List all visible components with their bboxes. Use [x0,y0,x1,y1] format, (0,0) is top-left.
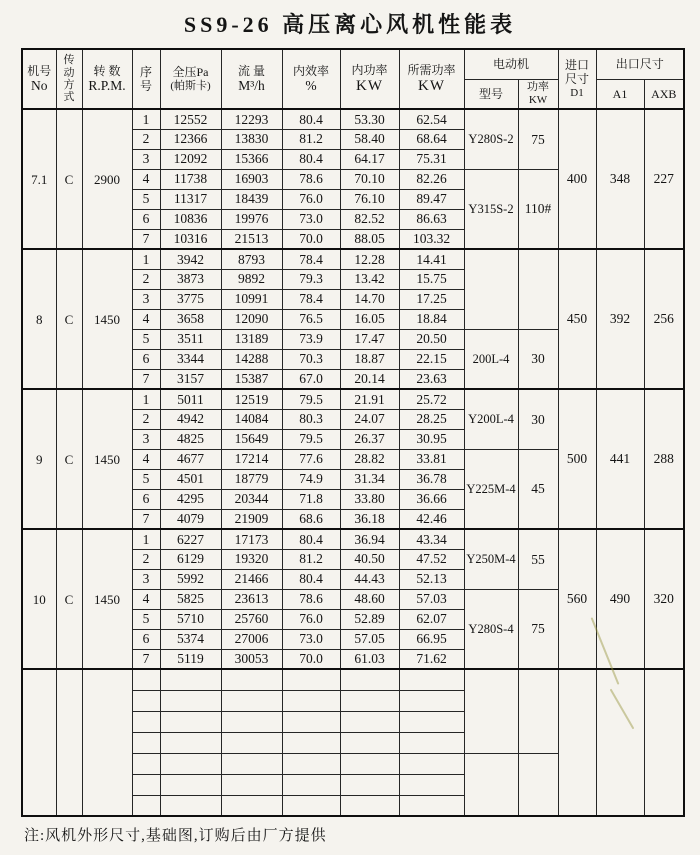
cell-pressure: 5710 [160,609,221,629]
cell-flow: 13830 [221,129,282,149]
cell-efficiency: 76.0 [282,189,340,209]
cell-seq [132,753,160,774]
cell-seq: 4 [132,449,160,469]
cell-efficiency: 77.6 [282,449,340,469]
cell-pressure: 4079 [160,509,221,529]
cell-motor-power: 30 [518,329,558,389]
cell-pressure: 5119 [160,649,221,669]
cell-efficiency: 68.6 [282,509,340,529]
table-row [22,529,684,549]
cell-required-power: 71.62 [399,649,464,669]
cell-pressure: 12552 [160,109,221,129]
cell-seq: 7 [132,509,160,529]
cell-seq: 2 [132,129,160,149]
cell-motor-power: 75 [518,109,558,169]
col-header-total-pressure: 全压Pa (帕斯卡) [160,49,221,109]
cell-inner-power [340,753,399,774]
cell-flow: 15366 [221,149,282,169]
cell-required-power: 25.72 [399,389,464,409]
cell-inner-power [340,732,399,753]
cell-efficiency: 79.3 [282,269,340,289]
cell-pressure: 3942 [160,249,221,269]
cell-motor-power: 30 [518,389,558,449]
cell-efficiency: 80.4 [282,109,340,129]
cell-inner-power: 33.80 [340,489,399,509]
cell-required-power: 22.15 [399,349,464,369]
cell-flow: 30053 [221,649,282,669]
cell-pressure: 4942 [160,409,221,429]
cell-flow [221,774,282,795]
cell-motor-model: Y250M-4 [464,529,518,589]
cell-flow: 21909 [221,509,282,529]
cell-pressure: 6129 [160,549,221,569]
cell-pressure: 4825 [160,429,221,449]
cell-seq: 4 [132,589,160,609]
performance-table-body [22,109,684,816]
cell-seq: 5 [132,609,160,629]
cell-pressure: 5011 [160,389,221,409]
cell-flow [221,690,282,711]
cell-inner-power: 36.94 [340,529,399,549]
cell-required-power [399,711,464,732]
cell-flow [221,669,282,690]
cell-inner-power: 53.30 [340,109,399,129]
cell-pressure [160,732,221,753]
cell-efficiency [282,669,340,690]
cell-seq: 3 [132,289,160,309]
cell-flow: 13189 [221,329,282,349]
cell-flow: 15649 [221,429,282,449]
cell-outlet-axb: 256 [644,249,684,389]
cell-required-power: 52.13 [399,569,464,589]
cell-required-power: 23.63 [399,369,464,389]
cell-seq: 1 [132,389,160,409]
cell-fan-no: 9 [22,389,56,529]
cell-motor-power [518,249,558,329]
cell-inner-power: 16.05 [340,309,399,329]
cell-required-power [399,690,464,711]
cell-seq: 6 [132,349,160,369]
cell-seq: 7 [132,369,160,389]
cell-pressure: 12366 [160,129,221,149]
cell-inlet-d1: 400 [558,109,596,249]
cell-inlet-d1: 500 [558,389,596,529]
cell-flow: 9892 [221,269,282,289]
cell-flow [221,732,282,753]
cell-fan-no: 7.1 [22,109,56,249]
cell-required-power: 28.25 [399,409,464,429]
cell-fan-no: 8 [22,249,56,389]
table-row [22,109,684,129]
cell-efficiency [282,795,340,816]
cell-efficiency: 80.4 [282,569,340,589]
cell-flow: 16903 [221,169,282,189]
cell-outlet-axb: 320 [644,529,684,669]
cell-required-power: 103.32 [399,229,464,249]
col-header-drive-mode: 传 动 方 式 [56,49,82,109]
cell-motor-model [464,753,518,816]
col-header-inner-power: 内功率 KW [340,49,399,109]
cell-efficiency: 81.2 [282,129,340,149]
cell-inner-power [340,795,399,816]
col-header-motor: 电动机 [464,49,558,79]
cell-motor-power: 75 [518,589,558,669]
cell-rpm: 1450 [82,389,132,529]
cell-inner-power: 24.07 [340,409,399,429]
cell-efficiency: 74.9 [282,469,340,489]
cell-pressure [160,711,221,732]
cell-outlet-axb: 288 [644,389,684,529]
cell-motor-model [464,669,518,753]
cell-required-power: 17.25 [399,289,464,309]
cell-flow: 20344 [221,489,282,509]
cell-rpm: 1450 [82,249,132,389]
cell-inlet-d1: 450 [558,249,596,389]
cell-flow: 14288 [221,349,282,369]
table-row [22,249,684,269]
cell-efficiency: 76.0 [282,609,340,629]
cell-seq [132,774,160,795]
cell-inlet-d1: 560 [558,529,596,669]
cell-required-power: 66.95 [399,629,464,649]
cell-efficiency: 80.3 [282,409,340,429]
cell-required-power [399,732,464,753]
cell-seq: 4 [132,309,160,329]
cell-efficiency: 67.0 [282,369,340,389]
cell-flow: 27006 [221,629,282,649]
cell-inner-power [340,711,399,732]
table-row [22,669,684,690]
cell-fan-no: 10 [22,529,56,669]
table-row [22,389,684,409]
cell-inlet-d1 [558,669,596,816]
cell-efficiency: 79.5 [282,389,340,409]
cell-rpm [82,669,132,816]
cell-required-power: 15.75 [399,269,464,289]
cell-inner-power: 52.89 [340,609,399,629]
cell-outlet-axb: 227 [644,109,684,249]
cell-drive [56,669,82,816]
cell-required-power: 14.41 [399,249,464,269]
cell-seq: 5 [132,469,160,489]
cell-seq: 1 [132,249,160,269]
cell-flow [221,753,282,774]
cell-flow: 25760 [221,609,282,629]
cell-required-power [399,669,464,690]
cell-efficiency: 81.2 [282,549,340,569]
cell-required-power: 86.63 [399,209,464,229]
cell-seq [132,690,160,711]
cell-drive: C [56,109,82,249]
cell-pressure [160,669,221,690]
cell-seq: 1 [132,109,160,129]
cell-fan-no [22,669,56,816]
cell-inner-power: 36.18 [340,509,399,529]
cell-required-power: 43.34 [399,529,464,549]
cell-efficiency: 73.0 [282,209,340,229]
cell-efficiency: 80.4 [282,149,340,169]
cell-outlet-a1: 441 [596,389,644,529]
cell-flow: 17214 [221,449,282,469]
cell-motor-model: Y280S-4 [464,589,518,669]
cell-efficiency [282,732,340,753]
cell-efficiency: 79.5 [282,429,340,449]
cell-required-power: 30.95 [399,429,464,449]
cell-pressure: 3511 [160,329,221,349]
cell-efficiency [282,774,340,795]
cell-required-power: 36.78 [399,469,464,489]
cell-pressure: 3873 [160,269,221,289]
cell-seq: 6 [132,489,160,509]
cell-rpm: 2900 [82,109,132,249]
cell-seq: 3 [132,429,160,449]
performance-table [21,48,685,817]
cell-efficiency: 70.3 [282,349,340,369]
cell-pressure: 10836 [160,209,221,229]
cell-outlet-axb [644,669,684,816]
cell-pressure: 4295 [160,489,221,509]
cell-inner-power: 21.91 [340,389,399,409]
cell-required-power: 20.50 [399,329,464,349]
cell-efficiency: 73.9 [282,329,340,349]
cell-pressure: 3157 [160,369,221,389]
cell-seq [132,669,160,690]
cell-flow: 12090 [221,309,282,329]
cell-seq [132,732,160,753]
cell-flow: 18439 [221,189,282,209]
cell-drive: C [56,389,82,529]
cell-inner-power: 64.17 [340,149,399,169]
cell-inner-power: 44.43 [340,569,399,589]
cell-pressure: 11738 [160,169,221,189]
cell-efficiency [282,711,340,732]
col-header-efficiency: 内效率 % [282,49,340,109]
cell-inner-power: 58.40 [340,129,399,149]
cell-efficiency: 78.6 [282,169,340,189]
cell-seq: 1 [132,529,160,549]
cell-inner-power [340,669,399,690]
cell-motor-model: Y280S-2 [464,109,518,169]
cell-efficiency: 78.6 [282,589,340,609]
col-header-fan-no: 机号 No [22,49,56,109]
cell-inner-power: 12.28 [340,249,399,269]
cell-inner-power: 57.05 [340,629,399,649]
cell-pressure: 3658 [160,309,221,329]
col-header-required-power: 所需功率 KW [399,49,464,109]
cell-pressure: 5992 [160,569,221,589]
cell-flow [221,795,282,816]
cell-motor-model [464,249,518,329]
cell-inner-power: 26.37 [340,429,399,449]
cell-drive: C [56,529,82,669]
cell-efficiency: 78.4 [282,249,340,269]
cell-required-power [399,753,464,774]
cell-pressure: 12092 [160,149,221,169]
cell-pressure: 5825 [160,589,221,609]
cell-efficiency: 80.4 [282,529,340,549]
cell-motor-power: 45 [518,449,558,529]
cell-inner-power: 18.87 [340,349,399,369]
cell-required-power: 47.52 [399,549,464,569]
cell-efficiency: 76.5 [282,309,340,329]
cell-inner-power: 76.10 [340,189,399,209]
col-header-a1: A1 [596,79,644,109]
page-title: SS9-26 高压离心风机性能表 [183,12,517,37]
cell-required-power: 62.54 [399,109,464,129]
cell-outlet-a1: 348 [596,109,644,249]
cell-pressure [160,690,221,711]
cell-seq: 6 [132,209,160,229]
cell-drive: C [56,249,82,389]
cell-outlet-a1: 490 [596,529,644,669]
cell-inner-power: 82.52 [340,209,399,229]
cell-required-power: 42.46 [399,509,464,529]
cell-flow: 17173 [221,529,282,549]
cell-seq: 3 [132,149,160,169]
cell-pressure: 5374 [160,629,221,649]
col-header-seq: 序 号 [132,49,160,109]
cell-seq: 3 [132,569,160,589]
col-header-axb: AXB [644,79,684,109]
col-header-flow-rate: 流 量 M³/h [221,49,282,109]
cell-flow: 12293 [221,109,282,129]
cell-pressure: 3775 [160,289,221,309]
cell-pressure [160,753,221,774]
cell-required-power: 68.64 [399,129,464,149]
table-header [22,49,684,109]
cell-flow: 19976 [221,209,282,229]
cell-flow: 21513 [221,229,282,249]
cell-pressure: 6227 [160,529,221,549]
cell-flow [221,711,282,732]
cell-seq: 6 [132,629,160,649]
col-header-motor-power: 功率 KW [518,79,558,109]
cell-inner-power: 61.03 [340,649,399,669]
cell-inner-power: 20.14 [340,369,399,389]
cell-seq: 7 [132,229,160,249]
cell-efficiency [282,753,340,774]
cell-required-power: 36.66 [399,489,464,509]
cell-efficiency: 70.0 [282,229,340,249]
cell-seq: 2 [132,269,160,289]
cell-flow: 12519 [221,389,282,409]
cell-efficiency: 78.4 [282,289,340,309]
footnote: 注:风机外形尺寸,基础图,订购后由厂方提供 [24,828,327,844]
col-header-outlet-size: 出口尺寸 [596,49,684,79]
cell-required-power: 18.84 [399,309,464,329]
cell-motor-model: 200L-4 [464,329,518,389]
cell-rpm: 1450 [82,529,132,669]
cell-inner-power: 70.10 [340,169,399,189]
cell-motor-model: Y200L-4 [464,389,518,449]
cell-inner-power: 40.50 [340,549,399,569]
cell-flow: 10991 [221,289,282,309]
cell-efficiency: 73.0 [282,629,340,649]
cell-seq: 2 [132,409,160,429]
cell-seq: 2 [132,549,160,569]
cell-pressure: 4501 [160,469,221,489]
cell-seq: 5 [132,189,160,209]
cell-flow: 19320 [221,549,282,569]
cell-inner-power: 31.34 [340,469,399,489]
cell-flow: 8793 [221,249,282,269]
cell-inner-power: 48.60 [340,589,399,609]
cell-seq: 4 [132,169,160,189]
cell-outlet-a1: 392 [596,249,644,389]
cell-required-power: 62.07 [399,609,464,629]
cell-inner-power: 14.70 [340,289,399,309]
cell-pressure: 11317 [160,189,221,209]
col-header-inlet-size: 进口 尺寸 D1 [558,49,596,109]
cell-efficiency [282,690,340,711]
cell-pressure: 4677 [160,449,221,469]
cell-motor-model: Y225M-4 [464,449,518,529]
cell-seq [132,711,160,732]
cell-seq [132,795,160,816]
cell-flow: 15387 [221,369,282,389]
cell-flow: 23613 [221,589,282,609]
cell-efficiency: 71.8 [282,489,340,509]
cell-pressure: 3344 [160,349,221,369]
cell-inner-power [340,774,399,795]
col-header-rpm: 转 数 R.P.M. [82,49,132,109]
cell-pressure [160,774,221,795]
cell-motor-power: 110# [518,169,558,249]
cell-motor-power [518,669,558,753]
cell-flow: 21466 [221,569,282,589]
cell-required-power: 57.03 [399,589,464,609]
cell-seq: 7 [132,649,160,669]
cell-pressure: 10316 [160,229,221,249]
cell-outlet-a1 [596,669,644,816]
cell-required-power [399,795,464,816]
cell-required-power: 82.26 [399,169,464,189]
cell-inner-power [340,690,399,711]
cell-required-power: 33.81 [399,449,464,469]
cell-pressure [160,795,221,816]
cell-inner-power: 17.47 [340,329,399,349]
cell-motor-model: Y315S-2 [464,169,518,249]
cell-motor-power: 55 [518,529,558,589]
cell-required-power: 89.47 [399,189,464,209]
cell-motor-power [518,753,558,816]
cell-inner-power: 28.82 [340,449,399,469]
cell-efficiency: 70.0 [282,649,340,669]
cell-required-power: 75.31 [399,149,464,169]
cell-flow: 14084 [221,409,282,429]
cell-flow: 18779 [221,469,282,489]
col-header-motor-model: 型号 [464,79,518,109]
cell-seq: 5 [132,329,160,349]
cell-inner-power: 88.05 [340,229,399,249]
cell-inner-power: 13.42 [340,269,399,289]
cell-required-power [399,774,464,795]
